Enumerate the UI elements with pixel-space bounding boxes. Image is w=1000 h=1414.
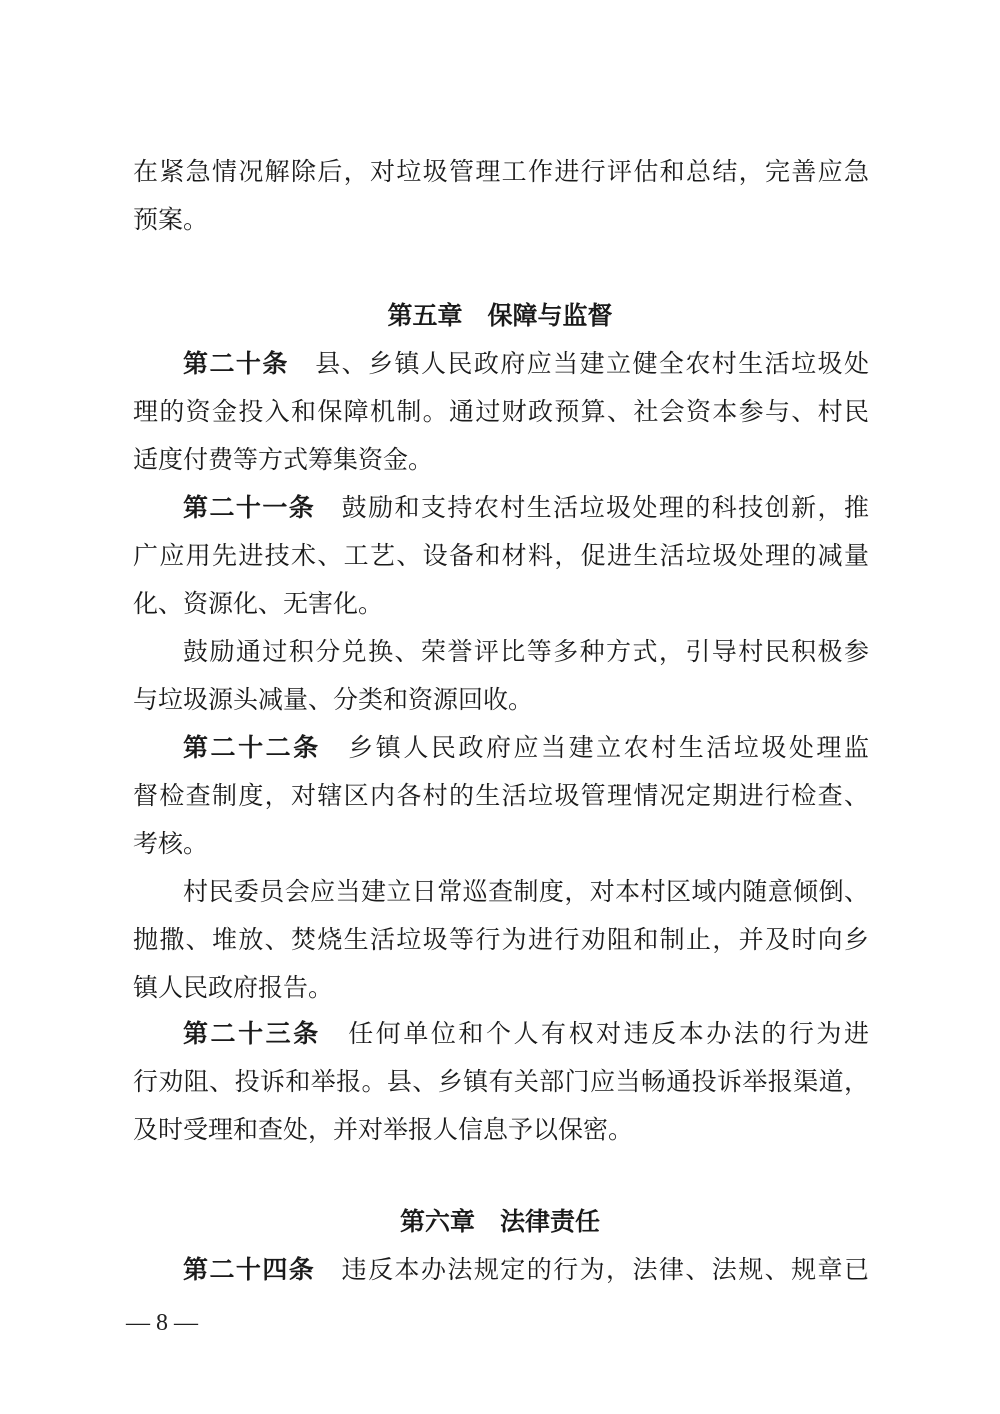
- article-text: 乡镇人民政府应当建立农村生活垃圾处理监: [320, 733, 869, 762]
- chapter-heading: [0, 1198, 1000, 1246]
- article-label: 第二十条: [183, 349, 289, 378]
- intro-paragraph: [133, 148, 869, 244]
- text-line: [133, 724, 869, 772]
- text-line: 督检查制度，对辖区内各村的生活垃圾管理情况定期进行检查、: [133, 781, 869, 810]
- text-line: 鼓励通过积分兑换、荣誉评比等多种方式，引导村民积极参: [183, 637, 869, 666]
- article-text: 违反本办法规定的行为，法律、法规、规章已: [315, 1255, 869, 1284]
- text-line: [133, 1246, 869, 1294]
- text-line: 镇人民政府报告。: [133, 973, 334, 1002]
- article-text: 鼓励和支持农村生活垃圾处理的科技创新，推: [315, 493, 869, 522]
- text-line: 预案。: [133, 205, 209, 234]
- chapter-heading: [0, 292, 1000, 340]
- article-paragraph: [133, 484, 869, 628]
- article-label: 第二十二条: [183, 733, 321, 762]
- article-label: 第二十一条: [183, 493, 316, 522]
- text-line: 及时受理和查处，并对举报人信息予以保密。: [133, 1115, 634, 1144]
- paragraph: [133, 628, 869, 724]
- text-line: 行劝阻、投诉和举报。县、乡镇有关部门应当畅通投诉举报渠道，: [133, 1067, 869, 1096]
- chapter-title: 第六章 法律责任: [399, 1207, 600, 1236]
- text-line: 广应用先进技术、工艺、设备和材料，促进生活垃圾处理的减量: [133, 541, 869, 570]
- text-line: 抛撒、堆放、焚烧生活垃圾等行为进行劝阻和制止，并及时向乡: [133, 925, 869, 954]
- text-line: 在紧急情况解除后，对垃圾管理工作进行评估和总结，完善应急: [133, 157, 869, 186]
- page-number: — 8 —: [126, 1310, 198, 1336]
- text-line: 适度付费等方式筹集资金。: [133, 445, 434, 474]
- article-paragraph: [133, 1246, 869, 1294]
- text-line: [133, 484, 869, 532]
- article-paragraph: [133, 724, 869, 868]
- text-line: [133, 340, 869, 388]
- article-label: 第二十四条: [183, 1255, 316, 1284]
- paragraph: [133, 868, 869, 1012]
- article-paragraph: [133, 1010, 869, 1154]
- text-line: 村民委员会应当建立日常巡查制度，对本村区域内随意倾倒、: [183, 877, 869, 906]
- text-line: 与垃圾源头减量、分类和资源回收。: [133, 685, 534, 714]
- article-text: 县、乡镇人民政府应当建立健全农村生活垃圾处: [288, 349, 869, 378]
- chapter-title: 第五章 保障与监督: [387, 301, 613, 330]
- text-line: 考核。: [133, 829, 209, 858]
- text-line: 理的资金投入和保障机制。通过财政预算、社会资本参与、村民: [133, 397, 869, 426]
- article-text: 任何单位和个人有权对违反本办法的行为进: [320, 1019, 869, 1048]
- text-line: [133, 1010, 869, 1058]
- text-line: 化、资源化、无害化。: [133, 589, 384, 618]
- article-paragraph: [133, 340, 869, 484]
- article-label: 第二十三条: [183, 1019, 321, 1048]
